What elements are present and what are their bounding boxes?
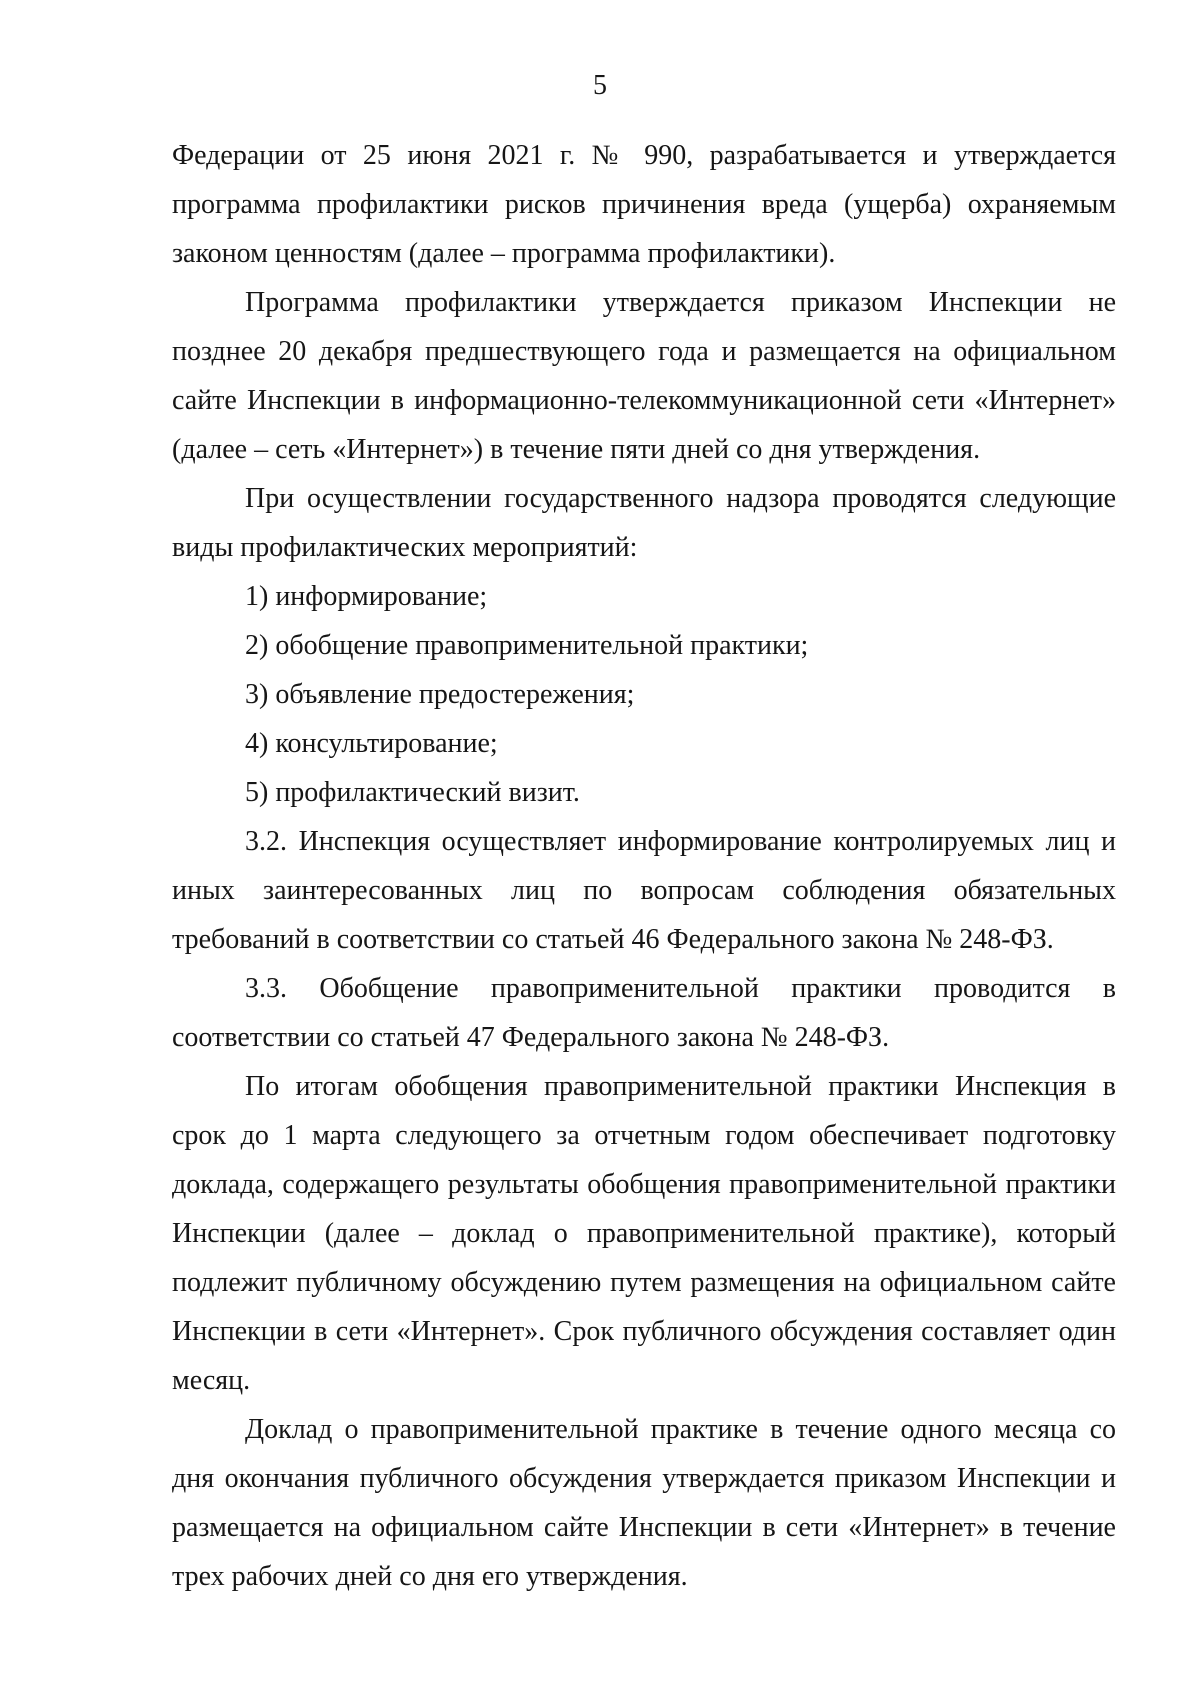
list-item: 1) информирование; bbox=[245, 581, 488, 612]
list-item: 5) профилактический визит. bbox=[245, 777, 580, 808]
document-body bbox=[172, 131, 1116, 1601]
list-item: 3) объявление предостережения; bbox=[245, 679, 635, 710]
list-item: 4) консультирование; bbox=[245, 728, 498, 759]
paragraph: 3.2. Инспекция осуществляет информирование контролируемых лиц и иных заинтересованных лиц по вопросам соблюдения обязательных требований в соответствии со статьей 46 Федерального закона № 248-ФЗ. bbox=[172, 826, 1116, 955]
paragraph: По итогам обобщения правоприменительной практики Инспекция в срок до 1 марта следующего за отчетным годом обеспечивает подготовку доклада, содержащего результаты обобщения правоприменительной практики Инспекции (далее – доклад о правоприменительной практике), который подлежит публичному обсуждению путем размещения на официальном сайте Инспекции в сети «Интернет». Срок публичного обсуждения составляет один месяц. bbox=[172, 1071, 1116, 1396]
list-item: 2) обобщение правоприменительной практики; bbox=[245, 630, 809, 661]
paragraph: 3.3. Обобщение правоприменительной практики проводится в соответствии со статьей 47 Федерального закона № 248-ФЗ. bbox=[172, 973, 1116, 1053]
paragraph: При осуществлении государственного надзора проводятся следующие виды профилактических мероприятий: bbox=[172, 483, 1116, 563]
page-number: 5 bbox=[593, 70, 607, 101]
paragraph: Доклад о правоприменительной практике в течение одного месяца со дня окончания публичного обсуждения утверждается приказом Инспекции и размещается на официальном сайте Инспекции в сети «Интернет» в течение трех рабочих дней со дня его утверждения. bbox=[172, 1414, 1116, 1592]
paragraph: Программа профилактики утверждается приказом Инспекции не позднее 20 декабря предшествующего года и размещается на официальном сайте Инспекции в информационно-телекоммуникационной сети «Интернет» (далее – сеть «Интернет») в течение пяти дней со дня утверждения. bbox=[172, 287, 1116, 465]
paragraph: Федерации от 25 июня 2021 г. № 990, разрабатывается и утверждается программа профилактики рисков причинения вреда (ущерба) охраняемым законом ценностям (далее – программа профилактики). bbox=[172, 140, 1116, 269]
